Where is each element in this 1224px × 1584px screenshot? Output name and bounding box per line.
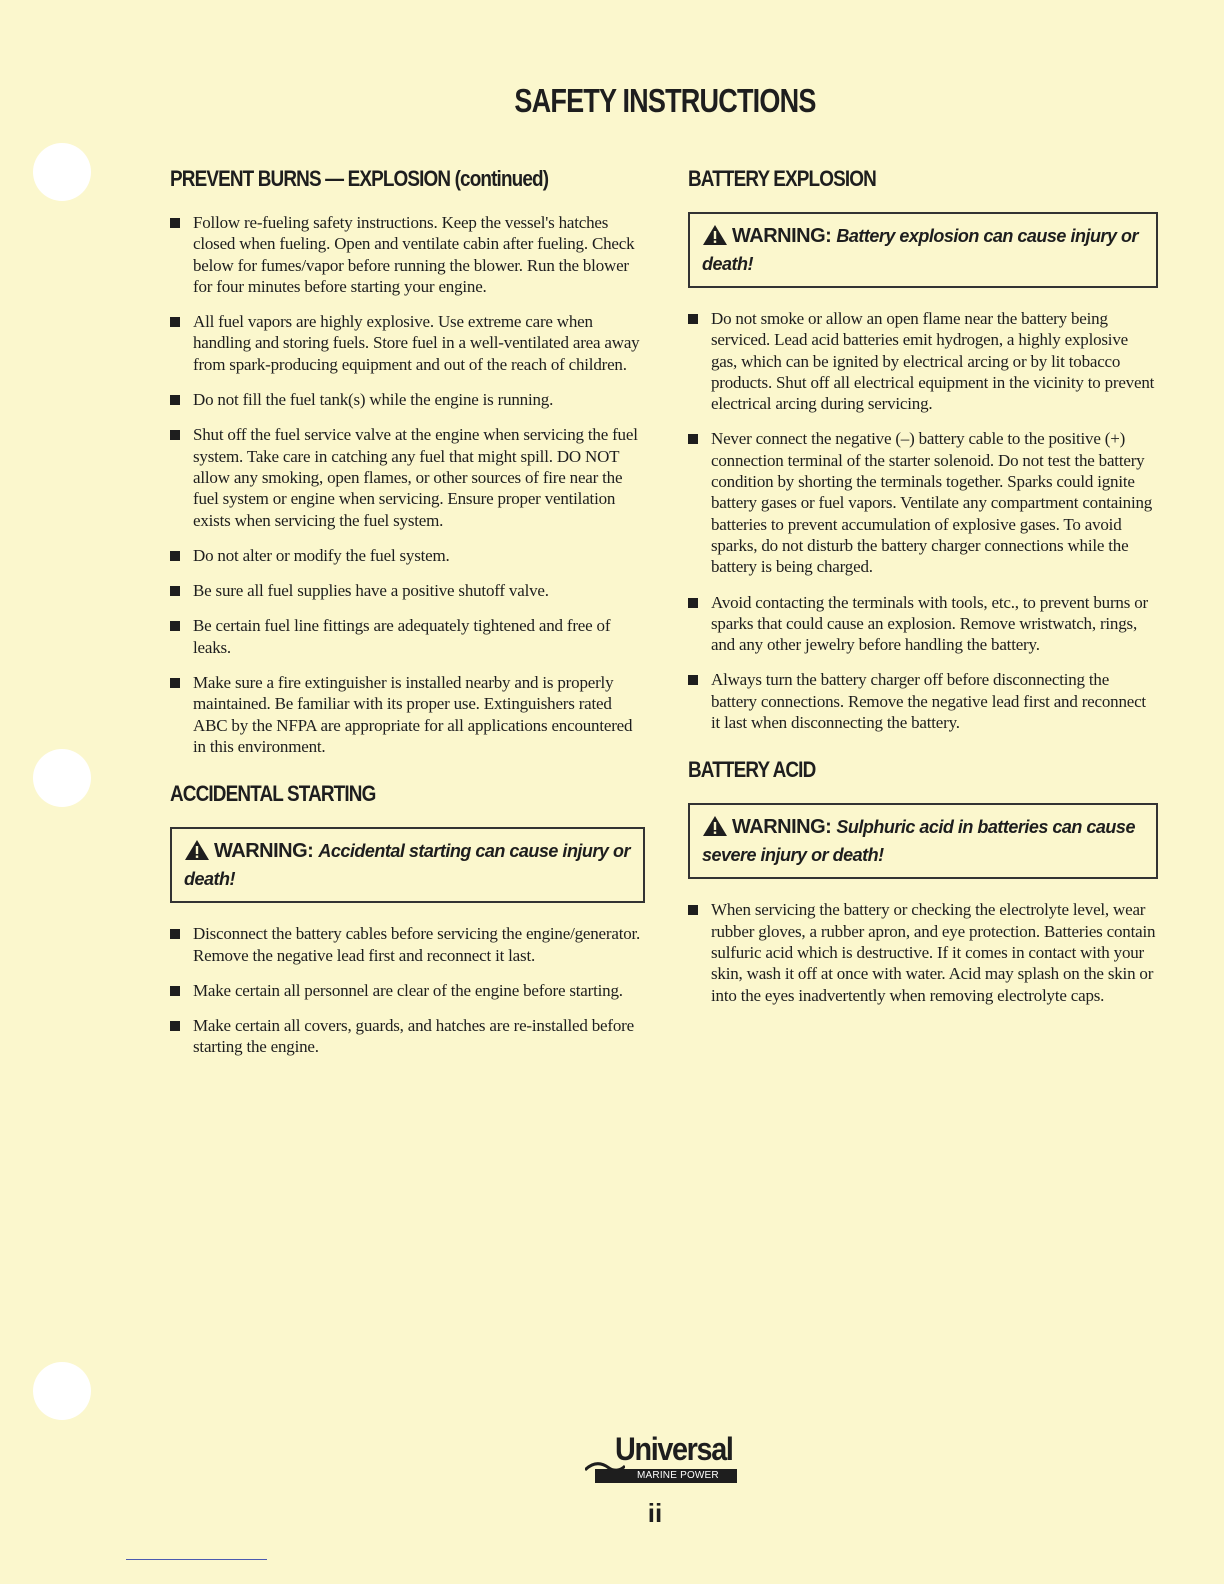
list-item: Do not smoke or allow an open flame near the battery being serviced. Lead acid batteries emit hydrogen, a highly explosive gas, which can be ignited by electrical arcing or by lit tobacco products. Shut off all electrical equipment in the vicinity to prevent electrical arcing during servicing.: [688, 308, 1158, 414]
list-item: Make certain all personnel are clear of the engine before starting.: [170, 980, 645, 1001]
warning-text: Sulphuric acid in batteries can cause severe injury or death!: [702, 817, 1135, 866]
binder-hole-middle: [33, 749, 91, 807]
binder-hole-top: [33, 143, 91, 201]
list-item: Shut off the fuel service valve at the engine when servicing the fuel system. Take care in catching any fuel that might spill. DO NOT allow any smoking, open flames, or other sources of fire near the fuel system or engine when servicing. Ensure proper ventilation exists when servicing the fuel system.: [170, 424, 645, 530]
list-item: Make sure a fire extinguisher is installed nearby and is properly maintained. Be familiar with its proper use. Extinguishers rated ABC by the NFPA are appropriate for all applications encountered in this environment.: [170, 672, 645, 757]
bullet-square-icon: [688, 905, 698, 915]
universal-logo: [585, 1432, 737, 1488]
list-item: Never connect the negative (–) battery cable to the positive (+) connection terminal of the starter solenoid. Do not test the battery condition by shorting the terminals together. Sparks could ignite battery gases or fuel vapors. Ventilate any compartment containing batteries to prevent accumulation of explosive gases. To avoid sparks, do not disturb the battery charger connections while the battery is being charged.: [688, 428, 1158, 577]
logo-brand: Universal: [615, 1431, 733, 1467]
bullet-square-icon: [688, 598, 698, 608]
prevent-burns-list: [170, 212, 645, 757]
warning-triangle-icon: [184, 839, 210, 867]
list-item: When servicing the battery or checking the electrolyte level, wear rubber gloves, a rubber apron, and eye protection. Batteries contain sulfuric acid which is destructive. If it comes in contact with your skin, wash it off at once with water. Acid may splash on the skin or into the eyes inadvertently when removing electrolyte caps.: [688, 899, 1158, 1005]
list-item: Do not alter or modify the fuel system.: [170, 545, 645, 566]
list-item: All fuel vapors are highly explosive. Use extreme care when handling and storing fuels. Store fuel in a well-ventilated area away from spark-producing equipment and out of the reach of children.: [170, 311, 645, 375]
warning-label: WARNING:: [732, 225, 832, 247]
warning-box-battery-acid: [688, 803, 1158, 879]
list-item: Be certain fuel line fittings are adequately tightened and free of leaks.: [170, 615, 645, 658]
warning-text: Accidental starting can cause injury or death!: [184, 841, 630, 890]
bullet-square-icon: [688, 675, 698, 685]
page-title: SAFETY INSTRUCTIONS: [514, 82, 816, 119]
bullet-square-icon: [170, 586, 180, 596]
bullet-square-icon: [170, 430, 180, 440]
bullet-square-icon: [170, 621, 180, 631]
logo-tagline: MARINE POWER: [637, 1470, 719, 1481]
section-heading-prevent-burns: PREVENT BURNS — EXPLOSION (continued): [170, 166, 549, 191]
accidental-starting-list: [170, 923, 645, 1057]
list-item: Be sure all fuel supplies have a positive shutoff valve.: [170, 580, 645, 601]
list-item: Follow re-fueling safety instructions. Keep the vessel's hatches closed when fueling. Open and ventilate cabin after fueling. Check below for fumes/vapor before running the blower. Run the blower for four minutes before starting your engine.: [170, 212, 645, 297]
battery-explosion-list: [688, 308, 1158, 733]
section-heading-battery-acid: BATTERY ACID: [688, 757, 816, 783]
bullet-square-icon: [688, 314, 698, 324]
warning-box-accidental-starting: [170, 827, 645, 903]
bullet-square-icon: [688, 434, 698, 444]
bullet-square-icon: [170, 1021, 180, 1031]
warning-triangle-icon: [702, 815, 728, 843]
warning-text: Battery explosion can cause injury or death!: [702, 226, 1138, 274]
section-heading-accidental-starting: ACCIDENTAL STARTING: [170, 781, 376, 807]
warning-box-battery-explosion: [688, 212, 1158, 288]
list-item: Always turn the battery charger off before disconnecting the battery connections. Remove the negative lead first and reconnect it last when disconnecting the battery.: [688, 669, 1158, 733]
bullet-square-icon: [170, 929, 180, 939]
list-item: Disconnect the battery cables before servicing the engine/generator. Remove the negative lead first and reconnect it last.: [170, 923, 645, 966]
section-heading-battery-explosion: BATTERY EXPLOSION: [688, 166, 876, 191]
bullet-square-icon: [170, 551, 180, 561]
left-column: [170, 166, 645, 1072]
bullet-square-icon: [170, 317, 180, 327]
list-item: Make certain all covers, guards, and hatches are re-installed before starting the engine.: [170, 1015, 645, 1058]
list-item: Do not fill the fuel tank(s) while the engine is running.: [170, 389, 645, 410]
bullet-square-icon: [170, 395, 180, 405]
bullet-square-icon: [170, 218, 180, 228]
warning-triangle-icon: [702, 224, 728, 252]
list-item: Avoid contacting the terminals with tools, etc., to prevent burns or sparks that could cause an explosion. Remove wristwatch, rings, and any other jewelry before handling the battery.: [688, 592, 1158, 656]
bullet-square-icon: [170, 986, 180, 996]
footer-rule: [126, 1559, 267, 1560]
page-number: ii: [647, 1498, 663, 1528]
battery-acid-list: [688, 899, 1158, 1005]
binder-hole-bottom: [33, 1362, 91, 1420]
warning-label: WARNING:: [214, 840, 314, 863]
bullet-square-icon: [170, 678, 180, 688]
right-column: [688, 166, 1158, 1020]
warning-label: WARNING:: [732, 816, 832, 839]
